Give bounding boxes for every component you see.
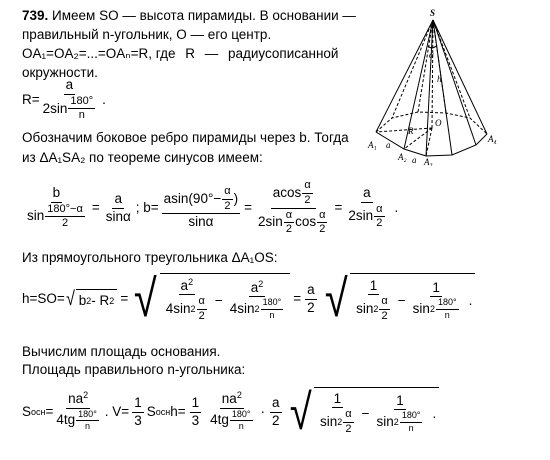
h-sqrt-2: √ $a^2$ 4sin 2 $\frac{\alpha}{2}$ − $a^2$ 4sin 2 $\frac{180^\circ}{n}$ (131, 273, 290, 325)
label-a2: A₂ (398, 152, 407, 162)
final-alpha-num: α (374, 204, 384, 218)
edge-line-1: Обозначим боковое ребро пирамиды через b. Тогда (22, 130, 349, 145)
alpha-num: α (222, 186, 232, 200)
label-r: R (408, 126, 414, 136)
sine-den-fraction (45, 204, 85, 230)
sine-asin-den: sinα (188, 214, 214, 230)
v-end: . (432, 405, 437, 421)
h-4sin-2: 4sin (229, 300, 255, 316)
h-a-half (305, 283, 317, 314)
s-frac: $na^2$ 4tg $\frac{180^\circ}{n}$ (56, 390, 97, 432)
v-one-1: 1 (332, 392, 344, 408)
intro-line-2: правильный n-угольник, O — его центр. (22, 27, 272, 42)
radius-den-fraction (68, 96, 95, 122)
label-a-side-1: a (386, 140, 391, 150)
radius-formula (22, 77, 106, 122)
v-sin-2: sin (376, 413, 394, 429)
radius-fraction (41, 78, 99, 121)
sine-a: a (112, 192, 124, 208)
label-a-side-2: a (412, 155, 417, 165)
h4-180-den: n (444, 309, 450, 320)
den-sin-alpha-den: 2 (285, 223, 292, 236)
h-180-num: 180° (261, 298, 284, 309)
v-half-a: a (270, 396, 282, 412)
h-4sin-1: 4sin (165, 300, 191, 316)
v-third-den: 3 (134, 412, 142, 428)
sine-eq-1: = (91, 200, 100, 216)
final-a: a (361, 186, 373, 202)
label-a1: A₁ (368, 140, 377, 150)
sine-den-sin: sin (27, 208, 45, 224)
radius-den-num: 180° (68, 96, 95, 110)
sine-b-eq: ; b= (135, 200, 159, 216)
edge-back-1 (392, 20, 433, 118)
h-alpha-num: α (197, 296, 207, 310)
radius-denominator (41, 95, 99, 122)
den-2sin: 2sin (257, 214, 283, 230)
radius-dot: . (102, 92, 106, 108)
h-one-1: 1 (368, 279, 380, 295)
acos-alpha-den: 2 (304, 193, 311, 206)
final-2sin: 2sin (348, 208, 374, 224)
h-end: . (468, 292, 473, 308)
v-third-2 (190, 396, 202, 427)
sine-acos-num (271, 180, 316, 208)
v-frac-2: 1 sin 2 $\frac{180^\circ}{n}$ (376, 392, 421, 433)
sine-b: b (51, 186, 63, 202)
sine-den-num: 180°−α (45, 204, 85, 218)
s-4tg: 4tg (56, 412, 76, 428)
final-alpha (374, 204, 384, 230)
intro-line-1 (22, 8, 356, 24)
v-4tg: 4tg (210, 412, 229, 428)
radius-den-sin: 2sin (42, 100, 68, 116)
h3-alpha-den: 2 (381, 309, 388, 322)
label-s: S (430, 8, 436, 18)
v-frac-1: 1 sin 2 $\frac{\alpha}{2}$ (320, 390, 352, 435)
v-180-den: n (238, 421, 244, 432)
v-a-half (270, 396, 282, 427)
alpha-den: 2 (224, 199, 231, 212)
problem-number: 739. (22, 8, 49, 23)
h3-alpha-num: α (379, 296, 389, 310)
sine-asin: asin(90°− (163, 191, 222, 207)
v-third (132, 396, 144, 427)
v-alpha-den: 2 (345, 422, 352, 435)
edge-line-2: из ΔA₁SA₂ по теореме синусов имеем: (22, 150, 263, 165)
h-frac-2: $a^2$ 4sin 2 $\frac{180^\circ}{n}$ (229, 278, 282, 320)
pyramid-figure (366, 6, 500, 166)
sine-acos-den (256, 209, 331, 236)
base-front (376, 132, 487, 156)
sine-asin-close: ) (233, 191, 239, 207)
s-na: na (68, 391, 84, 407)
h-one-2: 1 (430, 281, 442, 297)
h-sin-2: sin (412, 300, 430, 316)
den-cos: cos (295, 214, 317, 230)
v-alpha-num: α (343, 409, 353, 423)
triangle-line: Из прямоугольного треугольника ΔA₁OS: (22, 250, 278, 265)
h-minus-r: - R (91, 292, 110, 308)
v-na: na (221, 391, 237, 407)
v-h: h= (170, 404, 186, 420)
v-third2-den: 3 (191, 412, 200, 428)
h-a2-2: a (250, 279, 259, 295)
sine-den (25, 203, 88, 230)
sine-eq-2: = (244, 200, 252, 216)
v-s: S (146, 404, 156, 420)
sine-acos: acos (272, 185, 302, 201)
sine-sina: sinα (105, 208, 131, 224)
h-eq-1: = (120, 291, 129, 307)
v2-180-den: n (408, 422, 414, 433)
h-eq-2: = (293, 291, 302, 307)
radius-lhs: R= (22, 92, 40, 108)
area-line-2: Площадь правильного n-угольника: (22, 362, 246, 377)
h-alpha-den: 2 (198, 309, 205, 322)
v-lhs: . V= (104, 404, 130, 420)
edge-back-4 (433, 20, 470, 118)
sine-end: . (394, 200, 399, 216)
oa-formula: OA₁=OA₂=...=OAₙ=R, (22, 46, 152, 61)
v-s-frac: $na^2$ 4tg $\frac{180^\circ}{n}$ (210, 390, 251, 432)
sine-eq-3: = (334, 200, 343, 216)
height-formula (22, 268, 475, 330)
radius-line-2 (376, 128, 432, 132)
sine-frac-b (25, 186, 88, 229)
label-o: O (435, 118, 442, 128)
v2-180-num: 180° (400, 411, 423, 422)
oa-rest: где R — радиусописанной (155, 46, 339, 61)
h-half-a: a (305, 283, 317, 299)
sine-frac-acos (256, 180, 331, 235)
sine-frac-asin (162, 186, 240, 229)
sine-asin-alpha (222, 186, 232, 212)
h-frac-4: 1 sin 2 $\frac{180^\circ}{n}$ (412, 279, 457, 320)
label-alpha: α (429, 50, 434, 60)
v-sqrt: √ 1 sin 2 $\frac{\alpha}{2}$ − 1 sin 2 $\frac{180^\circ}{n}$ . (287, 387, 440, 437)
h-sin-1: sin (356, 300, 374, 316)
h-lhs: h=SO= (22, 291, 65, 307)
den-cos-alpha-num: α (317, 210, 327, 224)
v-third-num: 1 (132, 396, 144, 412)
h-a2-1: a (180, 277, 189, 293)
h-b: b (78, 292, 87, 308)
label-a3: A₃ (424, 157, 433, 166)
h-frac-1: $a^2$ 4sin 2 $\frac{\alpha}{2}$ (165, 276, 205, 322)
h-half-2: 2 (307, 299, 315, 315)
sine-formula (24, 180, 398, 236)
h-sqrt-1: √ b 2 - R 2 (65, 289, 118, 309)
h-180-den: n (269, 309, 275, 320)
s-180-num: 180° (76, 410, 99, 421)
den-cos-alpha-den: 2 (319, 223, 326, 236)
v-third2-num: 1 (190, 396, 202, 412)
v-sin-1: sin (320, 413, 338, 429)
h-frac-3: 1 sin 2 $\frac{\alpha}{2}$ (356, 277, 388, 322)
den-sin-alpha-num: α (284, 210, 294, 224)
oa-end: окружности. (22, 65, 98, 80)
den-cos-alpha (317, 210, 327, 236)
s-180-den: n (84, 421, 90, 432)
intro-text-1: Имеем SO — высота пирамиды. В основании — (48, 8, 356, 23)
sine-frac-a (104, 192, 133, 223)
edge-a1 (376, 20, 433, 132)
acos-alpha-num: α (302, 180, 312, 194)
area-line-1: Вычислим площадь основания. (22, 344, 221, 359)
label-a4: A₄ (488, 134, 497, 144)
den-sin-alpha (284, 210, 294, 236)
final-den (346, 203, 387, 230)
oa-line (22, 46, 362, 62)
volume-formula: S осн = $na^2$ 4tg $\frac{180^\circ}{n}$ . V= $\frac{1}{3}$ S осн h= $\frac{1}{3}$ $na^2$ 4tg $\frac{180^\circ}{n}$ · $\frac{a}{2}$ √ 1 sin 2 $\frac{\alpha}{2}$ − 1 sin 2 $\frac{180^\circ}{n}$ . (22, 380, 439, 444)
sine-frac-final (346, 186, 387, 229)
radius-den-den: n (78, 109, 85, 122)
v-half-2: 2 (272, 412, 280, 428)
h4-180-num: 180° (436, 298, 459, 309)
h-sqrt-3: √ 1 sin 2 $\frac{\alpha}{2}$ − 1 sin 2 $\frac{180^\circ}{n}$ . (322, 273, 476, 325)
acos-alpha (302, 180, 312, 206)
radius-numerator: a (64, 78, 76, 94)
sine-den-den: 2 (61, 217, 69, 230)
final-alpha-den: 2 (376, 217, 383, 230)
label-h: h (437, 74, 442, 84)
v-180-num: 180° (230, 410, 253, 421)
s-lhs: S (22, 404, 32, 420)
v-one-2: 1 (394, 394, 406, 410)
sine-asin-num (162, 186, 240, 214)
